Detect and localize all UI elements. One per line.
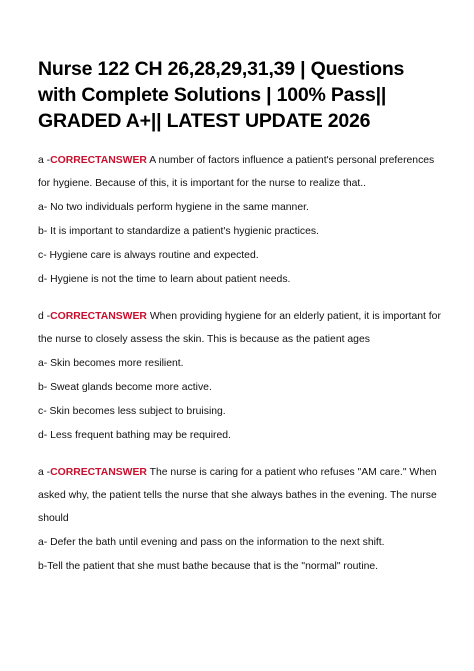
question-block-1	[38, 154, 438, 286]
question-1-stem-text-1: A number of factors influence a patient's personal preferences	[146, 155, 435, 166]
question-2-stem-text-1: When providing hygiene for an elderly patient, it is important for	[146, 311, 441, 322]
question-1-stem-line-1	[38, 154, 438, 167]
question-3-stem-line-2: asked why, the patient tells the nurse that she always bathes in the evening. The nurse	[38, 490, 437, 501]
question-3-answer-prefix: a -	[38, 467, 51, 478]
question-3-option-b: b-Tell the patient that she must bathe because that is the "normal" routine.	[38, 561, 379, 572]
question-3-stem-line-3: should	[38, 513, 69, 524]
correct-answer-label: CORRECTANSWER	[50, 155, 147, 166]
question-1-option-a: a- No two individuals perform hygiene in the same manner.	[38, 202, 309, 213]
title-line-3: GRADED A+|| LATEST UPDATE 2026	[38, 110, 371, 132]
question-3-stem-text-1: The nurse is caring for a patient who refuses "AM care." When	[146, 467, 437, 478]
question-1-option-b: b- It is important to standardize a patient's hygienic practices.	[38, 226, 319, 237]
question-block-3	[38, 466, 438, 573]
question-3-stem-line-1	[38, 466, 438, 479]
correct-answer-label: CORRECTANSWER	[50, 467, 147, 478]
question-2-option-b: b- Sweat glands become more active.	[38, 382, 212, 393]
question-block-2	[38, 310, 441, 442]
question-1-stem-line-2: for hygiene. Because of this, it is important for the nurse to realize that..	[38, 178, 367, 189]
question-2-stem-line-2: the nurse to closely assess the skin. This is because as the patient ages	[38, 334, 370, 345]
question-1-option-c: c- Hygiene care is always routine and expected.	[38, 250, 259, 261]
title-line-2: with Complete Solutions | 100% Pass||	[38, 84, 387, 106]
question-2-option-a: a- Skin becomes more resilient.	[38, 358, 184, 369]
question-3-option-a: a- Defer the bath until evening and pass on the information to the next shift.	[38, 537, 385, 548]
question-2-stem-line-1	[38, 310, 441, 323]
question-1-answer-prefix: a -	[38, 155, 51, 166]
question-1-option-d: d- Hygiene is not the time to learn about patient needs.	[38, 274, 291, 285]
question-2-answer-prefix: d -	[38, 311, 51, 322]
correct-answer-label: CORRECTANSWER	[50, 311, 147, 322]
document-title	[38, 56, 438, 134]
question-2-option-d: d- Less frequent bathing may be required.	[38, 430, 231, 441]
title-line-1: Nurse 122 CH 26,28,29,31,39 | Questions	[38, 58, 405, 80]
question-2-option-c: c- Skin becomes less subject to bruising.	[38, 406, 226, 417]
